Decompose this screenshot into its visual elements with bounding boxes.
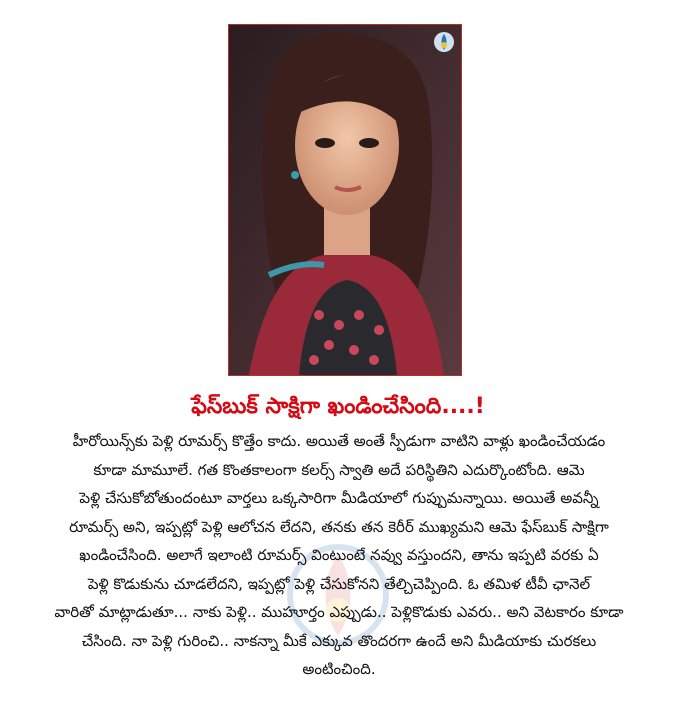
article-line: పెళ్లి చేసుకోబోతుందంటూ వార్తలు ఒక్కసారిగా మీడియాలో గుప్పుమన్నాయి. అయితే అవన్నీ — [79, 489, 599, 507]
article-line: వారితో మాట్లాడుతూ... నాకు పెళ్లి.. ముహూర్తం ఎప్పుడు.. పెళ్లికొడుకు ఎవరు.. అని వెటకారం కూడా — [54, 603, 624, 621]
logo-icon — [433, 31, 455, 53]
article-line: ఖండించేసింది. అలాగే ఇలాంటి రూమర్స్ వింటుంటే నవ్వు వస్తుందని, తాను ఇప్పటి వరకు ఏ — [79, 546, 599, 564]
article-body — [30, 427, 648, 684]
article-line: అంటించింది. — [302, 660, 376, 678]
article-line: కూడా మామూలే. గత కొంతకాలంగా కలర్స్ స్వాతి అదే పరిస్థితిని ఎదుర్కొంటోంది. ఆమె — [93, 460, 585, 479]
portrait-illustration — [229, 25, 461, 375]
article-line: చేసింది. నా పెళ్లి గురించి.. నాకన్నా మీకే ఎక్కువ తొందరగా ఉందే అని మీడియాకు చురకలు — [81, 631, 597, 650]
article-photo — [228, 24, 462, 376]
article-line: హీరోయిన్స్‌కు పెళ్లి రూమర్స్ కొత్తేం కాదు. అయితే అంతే స్పీడుగా వాటిని వాళ్లు ఖండించేయడం — [72, 432, 606, 450]
headline: ఫేస్‌బుక్ సాక్షిగా ఖండించేసింది....! — [191, 394, 485, 419]
article-line: రూమర్స్ అని, ఇప్పట్లో పెళ్లి ఆలోచన లేదని, తనకు తన కెరీర్ ముఖ్యమని ఆమె ఫేస్‌బుక్ సాక్షిగా — [69, 517, 609, 536]
article-line: పెళ్లి కొడుకును చూడలేదని, ఇప్పట్లో పెళ్లి చేసుకోనని తేల్చిచెప్పింది. ఓ తమిళ టీవీ ఛానెల్ — [87, 574, 591, 593]
